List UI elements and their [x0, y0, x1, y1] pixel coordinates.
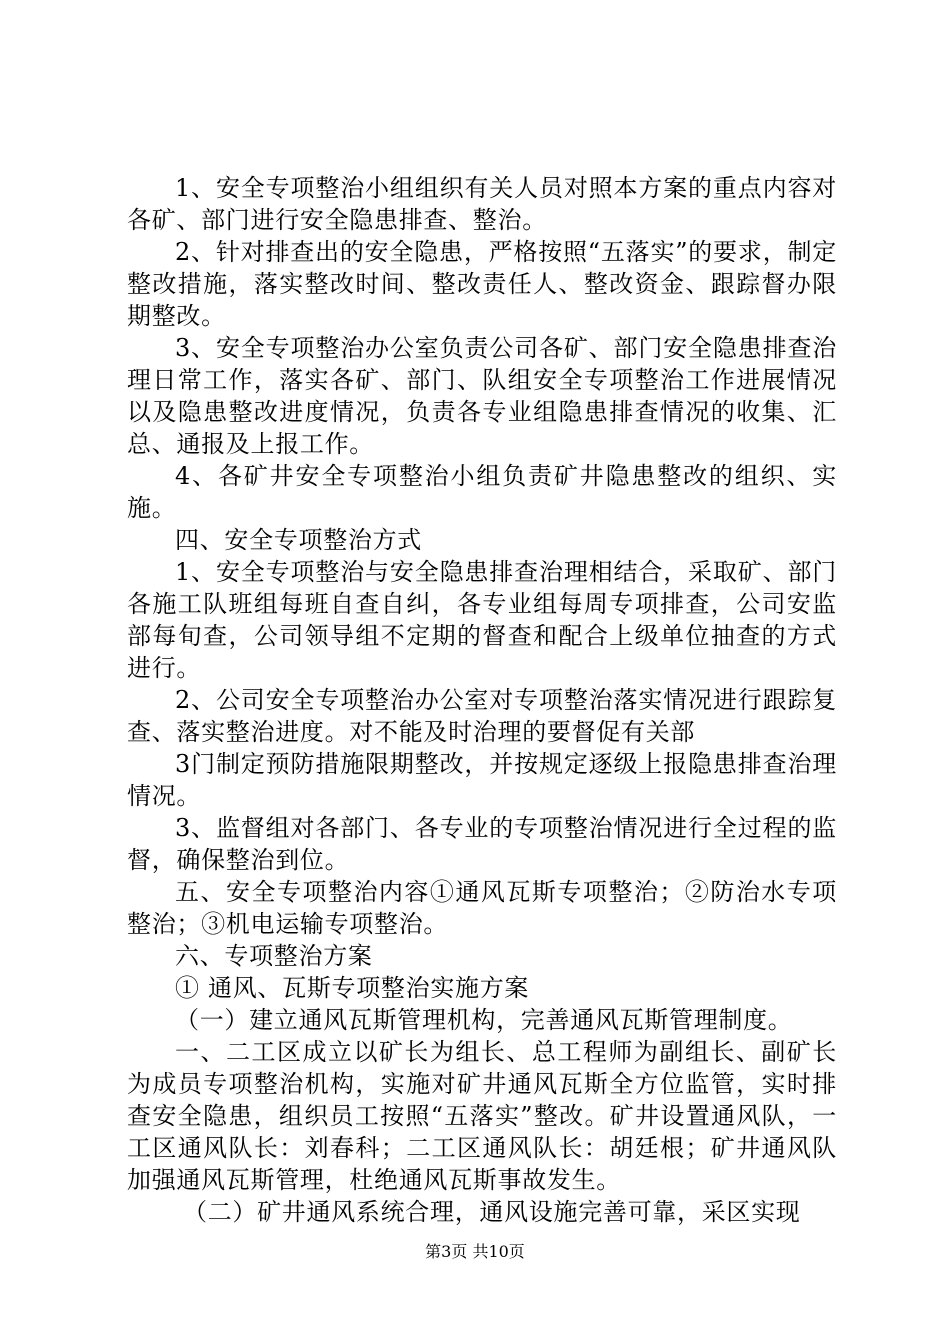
- paragraph-8: 3、监督组对各部门、各专业的专项整治情况进行全过程的监督，确保整治到位。: [127, 814, 837, 874]
- paragraph-7: 3门制定预防措施限期整改，并按规定逐级上报隐患排查治理情况。: [127, 750, 837, 810]
- section-heading-4: 四、安全专项整治方式: [175, 526, 422, 554]
- paragraph-9: 一、二工区成立以矿长为组长、总工程师为副组长、副矿长为成员专项整治机构，实施对矿井通风瓦斯全方位监管，实时排查安全隐患，组织员工按照“五落实”整改。矿井设置通风队，一工区通风队长：刘春科；二工区通风队长：胡廷根；矿井通风队加强通风瓦斯管理，杜绝通风瓦斯事故发生。: [127, 1038, 837, 1194]
- page-footer: 第3页 共10页: [425, 1242, 525, 1261]
- section-heading-6: 六、专项整治方案: [175, 942, 373, 970]
- document-body: [127, 172, 837, 1228]
- section-heading-5: 五、安全专项整治内容①通风瓦斯专项整治；②防治水专项整治；③机电运输专项整治。: [127, 878, 837, 938]
- paragraph-4: 4、各矿井安全专项整治小组负责矿井隐患整改的组织、实施。: [127, 462, 837, 522]
- subsection-item-2: （二）矿井通风系统合理，通风设施完善可靠，采区实现: [183, 1198, 801, 1226]
- paragraph-6: 2、公司安全专项整治办公室对专项整治落实情况进行跟踪复查、落实整治进度。对不能及时治理的要督促有关部: [127, 686, 837, 746]
- paragraph-2: 2、针对排查出的安全隐患，严格按照“五落实”的要求，制定整改措施，落实整改时间、整改责任人、整改资金、跟踪督办限期整改。: [127, 238, 837, 330]
- paragraph-1: 1、安全专项整治小组组织有关人员对照本方案的重点内容对各矿、部门进行安全隐患排查、整治。: [127, 174, 837, 234]
- paragraph-3: 3、安全专项整治办公室负责公司各矿、部门安全隐患排查治理日常工作，落实各矿、部门、队组安全专项整治工作进展情况以及隐患整改进度情况，负责各专业组隐患排查情况的收集、汇总、通报及上报工作。: [127, 334, 837, 458]
- subsection-item-1: （一）建立通风瓦斯管理机构，完善通风瓦斯管理制度。: [175, 1006, 793, 1034]
- subsection-heading-1: ① 通风、瓦斯专项整治实施方案: [175, 974, 530, 1002]
- paragraph-5: 1、安全专项整治与安全隐患排查治理相结合，采取矿、部门各施工队班组每班自查自纠，各专业组每周专项排查，公司安监部每旬查，公司领导组不定期的督查和配合上级单位抽查的方式进行。: [127, 558, 837, 682]
